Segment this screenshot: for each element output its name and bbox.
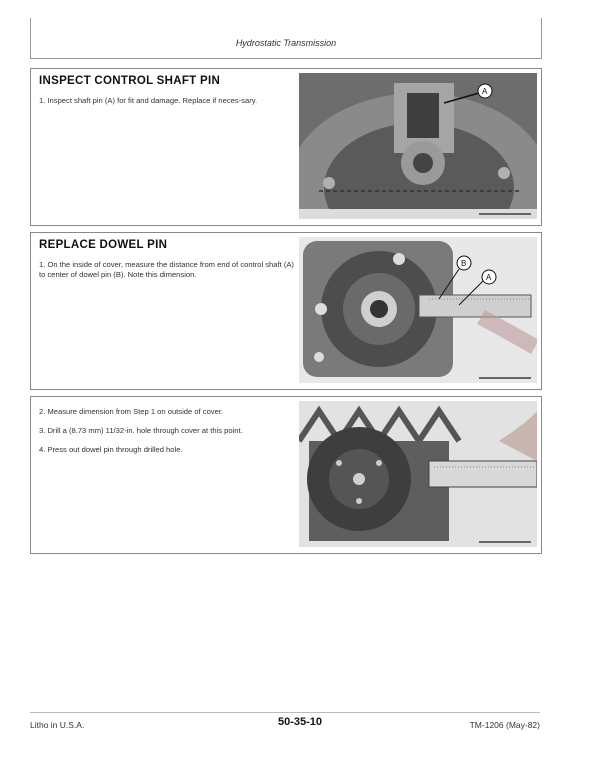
section-text bbox=[39, 75, 299, 115]
step-text: 2. Measure dimension from Step 1 on outside of cover. bbox=[39, 407, 224, 416]
footer-manual-ref: TM-1206 (May-82) bbox=[469, 720, 540, 730]
section-text bbox=[39, 407, 299, 464]
callout-a: A bbox=[486, 273, 492, 282]
page-header-title: Hydrostatic Transmission bbox=[235, 38, 337, 48]
page-number: 50-35-10 bbox=[277, 716, 323, 728]
callout-b: B bbox=[461, 259, 467, 268]
dowel-pin-photo bbox=[299, 237, 537, 383]
section-inspect-control-shaft-pin bbox=[30, 68, 542, 226]
section-replace-dowel-pin bbox=[30, 232, 542, 390]
cover-measurement-photo bbox=[299, 401, 537, 547]
header-frame bbox=[30, 18, 542, 59]
step-text: 4. Press out dowel pin through drilled hole. bbox=[39, 445, 183, 454]
control-shaft-photo bbox=[299, 73, 537, 219]
footer-divider bbox=[30, 712, 540, 713]
step-text: 1. Inspect shaft pin (A) for fit and damage. Replace if neces-sary. bbox=[39, 96, 258, 105]
section-text bbox=[39, 239, 299, 289]
section-title: INSPECT CONTROL SHAFT PIN bbox=[39, 75, 221, 87]
step-text: 1. On the inside of cover, measure the distance from end of control shaft (A) to center of dowel pin (B). Note this dimension. bbox=[39, 260, 294, 279]
footer-litho: Litho in U.S.A. bbox=[30, 720, 85, 730]
section-drill-and-press bbox=[30, 396, 542, 554]
callout-a: A bbox=[482, 87, 488, 96]
step-text: 3. Drill a (8.73 mm) 11/32-in. hole through cover at this point. bbox=[39, 426, 243, 435]
section-title: REPLACE DOWEL PIN bbox=[39, 239, 168, 251]
